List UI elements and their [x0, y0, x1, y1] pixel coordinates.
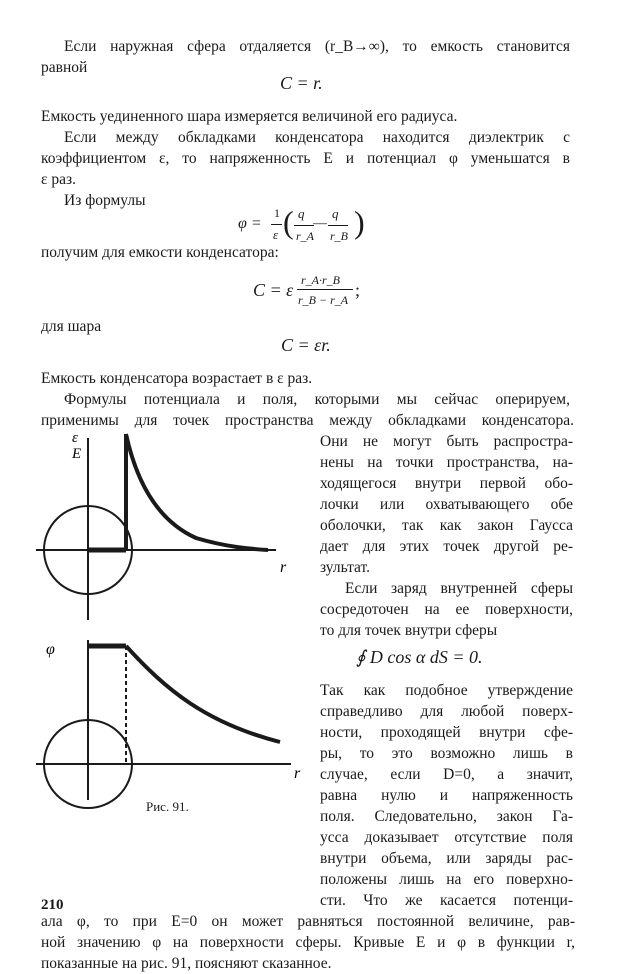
- text-line: лочки или охватывающего обе: [320, 496, 573, 513]
- text-line: ры, то это возможно лишь в: [320, 745, 573, 762]
- figure-caption: Рис. 91.: [146, 799, 189, 814]
- x-axis-label-r-top: r: [280, 559, 287, 576]
- text-line: Если между обкладками конденсатора находится диэлектрик с: [64, 129, 570, 146]
- axis-label-phi: φ: [46, 641, 55, 658]
- text-line: ной значению φ на поверхности сферы. Кривые E и φ в функции r,: [41, 934, 575, 951]
- figure-91: [36, 420, 316, 840]
- text-line: ε раз.: [41, 171, 77, 188]
- text-line: применимы для точек пространства между обкладками конденсатора.: [41, 412, 574, 429]
- text-line: нены на точки пространства, на-: [320, 454, 573, 471]
- text-line: справедливо для любой поверх-: [320, 703, 573, 720]
- text-line: случае, если D=0, а значит,: [320, 766, 573, 783]
- text-line: оболочки, так как закон Гаусса: [320, 517, 573, 534]
- text-line: внутри объема, или заряды рас-: [320, 850, 573, 867]
- formula-c-equals-r: C = r.: [280, 73, 323, 93]
- text-line: ности, проходящей внутри сфе-: [320, 724, 573, 741]
- text-line: получим для емкости конденсатора:: [41, 244, 279, 261]
- text-line: ходящегося внутри первой обо-: [320, 475, 573, 492]
- text-line: Если заряд внутренней сферы: [345, 580, 573, 597]
- text-line: ала φ, то при E=0 он может равняться постоянной величине, рав-: [41, 913, 575, 930]
- formula-sphere-capacitance: C = εr.: [281, 335, 331, 355]
- text-line: равной: [41, 59, 88, 76]
- axis-label-epsilon: ε: [72, 430, 78, 446]
- text-line: показанные на рис. 91, поясняют сказанное.: [41, 955, 332, 972]
- text-line: Если наружная сфера отдаляется (r_B→∞), то емкость становится: [64, 38, 570, 55]
- formula-capacitance: C = ε r_A·r_B r_B − r_A ;: [253, 273, 361, 307]
- text-line: для шара: [41, 318, 102, 335]
- text-line: поля. Следовательно, закон Га-: [320, 808, 573, 825]
- text-line: то для точек внутри сферы: [320, 622, 498, 639]
- text-line: Емкость конденсатора возрастает в ε раз.: [41, 370, 313, 387]
- text-line: дает для этих точек другой ре-: [320, 538, 573, 555]
- text-line: Так как подобное утверждение: [320, 682, 573, 699]
- page-number: 210: [41, 897, 64, 913]
- text-line: сосредоточен на ее поверхности,: [320, 601, 573, 618]
- text-line: Они не могут быть распростра-: [320, 433, 573, 450]
- formula-phi: φ = 1 ε ( q r_A — q r_B ): [238, 204, 365, 243]
- text-line: усса доказывает отсутствие поля: [320, 829, 573, 846]
- axis-label-e: E: [72, 446, 82, 462]
- formula-gauss: ∮ D cos α dS = 0.: [356, 647, 483, 667]
- text-line: зультат.: [320, 559, 371, 576]
- text-line: Емкость уединенного шара измеряется величиной его радиуса.: [41, 108, 458, 125]
- text-line: равна нулю и напряженность: [320, 787, 573, 804]
- plot-phi-vs-r: [36, 640, 291, 808]
- x-axis-label-r-bottom: r: [294, 765, 301, 782]
- text-line: Из формулы: [64, 192, 146, 209]
- text-line: положены лишь на его поверхно-: [320, 871, 573, 888]
- text-line: Формулы потенциала и поля, которыми мы сейчас оперируем,: [64, 391, 570, 408]
- text-line: сти. Что же касается потенци-: [320, 892, 573, 909]
- text-line: коэффициентом ε, то напряженность E и потенциал φ уменьшатся в: [41, 150, 570, 167]
